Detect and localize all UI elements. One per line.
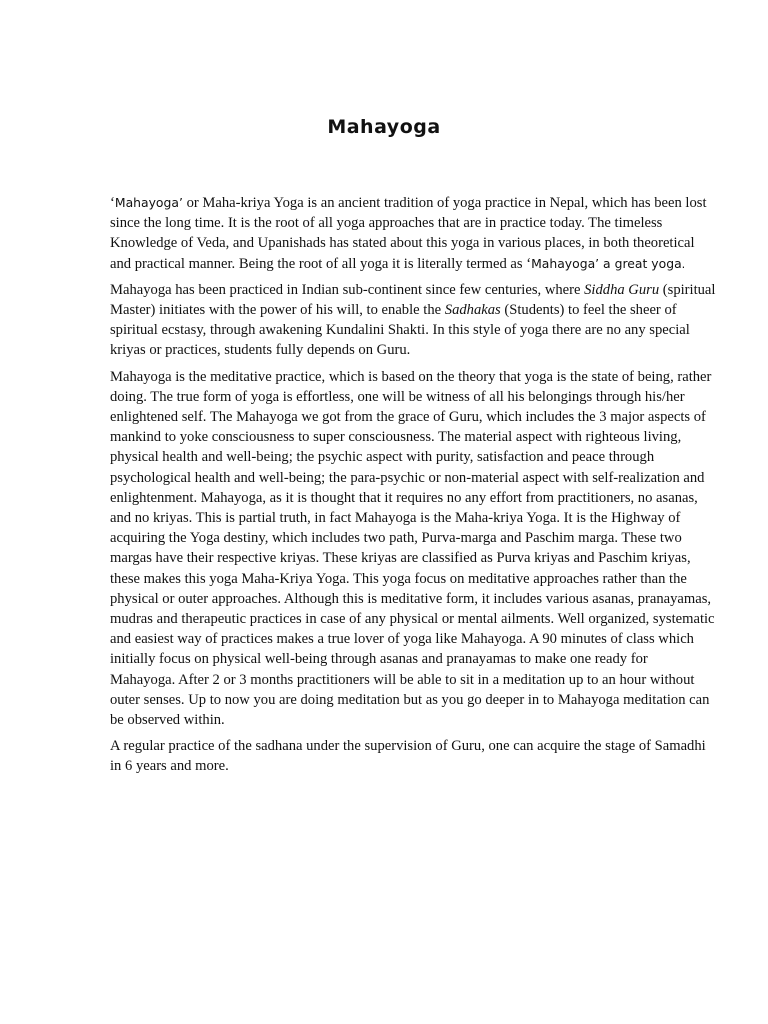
paragraph-1	[110, 193, 716, 274]
paragraph-1-end: .	[681, 256, 686, 271]
term-sadhakas: Sadhakas	[444, 302, 501, 319]
page-title: Mahayoga	[327, 116, 441, 138]
paragraph-2-text-a: Mahayoga has been practiced in Indian sub-continent since few centuries, where	[110, 281, 585, 298]
term-great-yoga: Mahayoga’ a great yoga	[531, 255, 682, 271]
paragraph-1-text: or Maha-kriya Yoga is an ancient tradition of yoga practice in Nepal, which has been lost since the long time. It is the root of all yoga approaches that are in practice today. The timeless Knowledge of Veda, and Upanishads has stated about this yoga in various places, in both theoretical and practical manner. Being the root of all yoga it is literally termed as	[110, 195, 707, 272]
paragraph-2-text-c: (Students) to feel the sheer of spiritual ecstasy, through awakening Kundalini Shakti. In this style of yoga there are no any special kriyas or practices, students fully depends on Guru.	[110, 302, 690, 359]
open-quote-2: ‘	[526, 255, 532, 272]
open-quote: ‘	[110, 195, 115, 211]
term-siddha-guru: Siddha Guru	[584, 281, 660, 298]
document-body	[110, 193, 716, 783]
term-mahayoga: Mahayoga’	[114, 195, 183, 210]
paragraph-4: A regular practice of the sadhana under the supervision of Guru, one can acquire the stage of Samadhi in 6 years and more.	[110, 738, 706, 775]
paragraph-2-text-b: (spiritual Master) initiates with the power of his will, to enable the	[110, 281, 716, 319]
paragraph-3: Mahayoga is the meditative practice, which is based on the theory that yoga is the state of being, rather doing. The true form of yoga is effortless, one will be witness of all his belongings through his/her enlightened self. The Mahayoga we got from the grace of Guru, which includes the 3 major aspects of mankind to yoke consciousness to super consciousness. The material aspect with righteous living, physical health and well-being; the psychic aspect with purity, satisfaction and peace through psychological health and well-being; the para-psychic or non-material aspect with self-realization and enlightenment. Mahayoga, as it is thought that it requires no any effort from practitioners, no asanas, and no kriyas. This is partial truth, in fact Mahayoga is the Maha-kriya Yoga. It is the Highway of acquiring the Yoga destiny, which includes two path, Purva-marga and Paschim marga. These two margas have their respective kriyas. These kriyas are classified as Purva kriyas and Paschim kriyas, these makes this yoga Maha-Kriya Yoga. This yoga focus on meditative approaches rather than the physical or outer approaches. Although this is meditative form, it includes various asanas, pranayamas, mudras and therapeutic practices in case of any physical or mental ailments. Well organized, systematic and easiest way of practices makes a true lover of yoga like Mahayoga. A 90 minutes of class which initially focus on physical well-being through asanas and pranayamas to make one ready for Mahayoga. After 2 or 3 months practitioners will be able to sit in a meditation up to an hour without outer senses. Up to now you are doing meditation but as you go deeper in to Mahayoga meditation can be observed within.	[110, 368, 715, 729]
paragraph-2	[110, 280, 716, 361]
